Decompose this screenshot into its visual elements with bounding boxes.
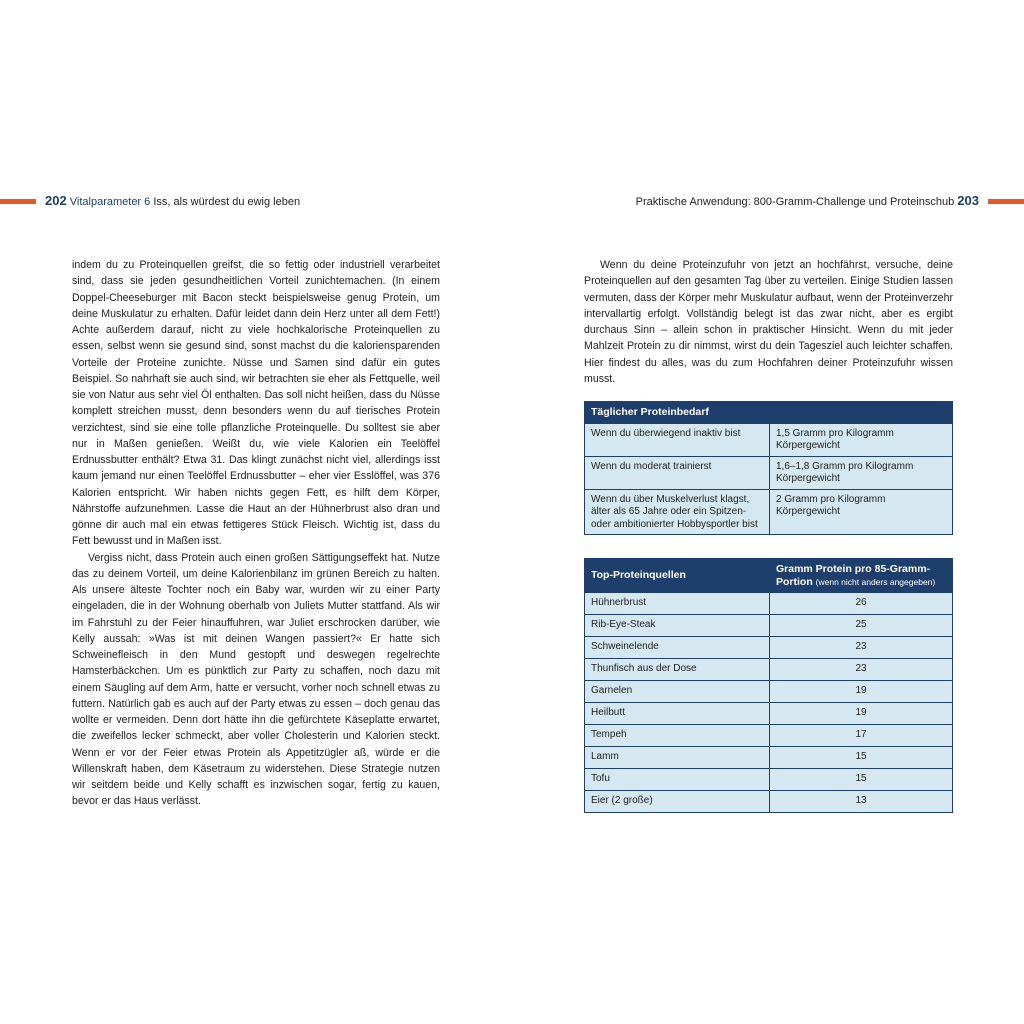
column-header-source: Top-Proteinquellen xyxy=(585,559,770,593)
table-title: Täglicher Proteinbedarf xyxy=(585,402,953,424)
source-name: Tempeh xyxy=(585,725,770,747)
table-row xyxy=(585,791,953,813)
table-row xyxy=(585,769,953,791)
table-row xyxy=(585,489,953,535)
table-row xyxy=(585,456,953,489)
source-value: 17 xyxy=(770,725,953,747)
page-number-right: 203 xyxy=(957,193,979,208)
intro-paragraph: Wenn du deine Proteinzufuhr von jetzt an hochfährst, versuche, deine Proteinquellen auf den gesamten Tag über zu verteilen. Einige Studien lassen vermuten, dass der Körper mehr Muskulatur aufbaut, wenn der Proteinverzehr intervallartig erfolgt. Vollständig belegt ist das zwar nicht, aber es ergibt durchaus Sinn – allein schon in praktischer Hinsicht. Wenn du mit jeder Mahlzeit Protein zu dir nimmst, wirst du dein Tagesziel auch leichter schaffen. Hier findest du alles, was du zum Hochfahren deiner Proteinzufuhr wissen musst. xyxy=(584,259,953,385)
protein-sources-table xyxy=(584,558,953,813)
column-header-grams xyxy=(770,559,953,593)
source-value: 19 xyxy=(770,703,953,725)
section-title-right: Praktische Anwendung: 800-Gramm-Challenge und Proteinschub xyxy=(635,196,955,208)
chapter-title: Iss, als würdest du ewig leben xyxy=(153,196,301,208)
source-name: Tofu xyxy=(585,769,770,791)
source-value: 26 xyxy=(770,593,953,615)
condition-cell: Wenn du überwiegend inaktiv bist xyxy=(585,423,770,456)
condition-cell: Wenn du moderat trainierst xyxy=(585,456,770,489)
table-row xyxy=(585,703,953,725)
source-name: Eier (2 große) xyxy=(585,791,770,813)
source-value: 19 xyxy=(770,681,953,703)
table-row xyxy=(585,747,953,769)
table-row xyxy=(585,593,953,615)
paragraph: indem du zu Proteinquellen greifst, die so fettig oder industriell verarbeitet sind, dass sie jeden gesundheitlichen Vorteil zunichtemachen. (In einem Doppel-Cheeseburger mit Bacon steckt beispielsweise genug Protein, um deine Muskulatur zu erhalten. Dafür leidet dann dein Herz unter all dem Fett!) Achte außerdem darauf, nicht zu viele hochkalorische Proteinquellen zu essen, selbst wenn sie gesund sind, sonst machst du die kaloriensparenden Vorteile der Proteine zunichte. Nüsse und Samen sind dafür ein gutes Beispiel. So nahrhaft sie auch sind, wir betrachten sie eher als Fettquelle, weil sie von Natur aus sehr viel Öl enthalten. Das soll nicht heißen, dass du Nüsse komplett streichen musst, denn besonders wenn du auf tierisches Protein verzichtest, sind sie eine tolle pflanzliche Proteinquelle. Du solltest sie aber nur in Maßen genießen. Weißt du, wie viele Kalorien ein Teelöffel Erdnussbutter enthält? Etwa 31. Das klingt zunächst nicht viel, allerdings isst kaum jemand nur einen Teelöffel Erdnussbutter – eher vier Esslöffel, was 376 Kalorien entspricht. Wir haben nichts gegen Fett, es hilft dem Körper, Nährstoffe aufzunehmen. Lasse die Haut an der Hühnerbrust also dran und gönne dir auch mal ein etwas fettigeres Stück Fleisch. Wichtig ist, dass du Fett bewusst und in Maßen isst. xyxy=(72,259,440,548)
table-row xyxy=(585,423,953,456)
table-row xyxy=(585,725,953,747)
source-value: 23 xyxy=(770,637,953,659)
daily-protein-table xyxy=(584,401,953,535)
running-head-left xyxy=(45,193,300,210)
right-column xyxy=(584,257,953,387)
table-row xyxy=(585,659,953,681)
source-name: Garnelen xyxy=(585,681,770,703)
table-row xyxy=(585,681,953,703)
source-value: 23 xyxy=(770,659,953,681)
page-number-left: 202 xyxy=(45,193,67,208)
header-rule-right xyxy=(988,199,1024,204)
column-header-note: (wenn nicht anders angegeben) xyxy=(815,576,936,587)
source-value: 15 xyxy=(770,769,953,791)
left-column xyxy=(72,257,440,810)
source-name: Schweinelende xyxy=(585,637,770,659)
source-name: Lamm xyxy=(585,747,770,769)
paragraph: Vergiss nicht, dass Protein auch einen großen Sättigungseffekt hat. Nutze das zu deinem Vorteil, um deine Kalorienbilanz im grünen Bereich zu halten. Als unsere älteste Tochter noch ein Baby war, wurden wir zu einer Party eingeladen, die in der Wohnung oberhalb von Juliets Mutter stattfand. Als wir im Fahrstuhl zu der Feier hinauffuhren, war Juliet erschrocken darüber, wie Kelly aussah: »Was ist mit deinen Wangen passiert?« Er hatte sich Schweinefleisch in den Mund gestopft und deswegen regelrechte Hamsterbäckchen. Um es pünktlich zur Party zu schaffen, noch dazu mit einem Säugling auf dem Arm, hatte er versucht, vorher noch schnell etwas zu futtern. Natürlich gab es auch auf der Party etwas zu essen – doch genau das wollte er vermeiden. Denn dort hätte ihn die gefürchtete Käseplatte erwartet, die zweifellos lecker schmeckt, aber voller Cholesterin und Kalorien steckt. Wenn er vor der Feier etwas Protein als Appetitzügler aß, würde er die Willenskraft haben, dem Käsetraum zu widerstehen. Diese Strategie nutzen wir seitdem beide und Kelly schafft es inzwischen sogar, fertig zu kauen, bevor er das Haus verlässt. xyxy=(72,551,440,808)
source-name: Thunfisch aus der Dose xyxy=(585,659,770,681)
amount-cell: 1,5 Gramm pro Kilogramm Körpergewicht xyxy=(770,423,953,456)
column-header-grams-label: Gramm Protein pro 85-Gramm-Portion xyxy=(776,563,931,588)
condition-cell: Wenn du über Muskelverlust klagst, älter als 65 Jahre oder ein Spitzen- oder ambitionierter Hobbysportler bist xyxy=(585,489,770,535)
table-row xyxy=(585,615,953,637)
source-name: Rib-Eye-Steak xyxy=(585,615,770,637)
source-name: Heilbutt xyxy=(585,703,770,725)
source-value: 25 xyxy=(770,615,953,637)
section-label: Vitalparameter 6 xyxy=(69,196,151,208)
amount-cell: 2 Gramm pro Kilogramm Körpergewicht xyxy=(770,489,953,535)
source-value: 13 xyxy=(770,791,953,813)
source-value: 15 xyxy=(770,747,953,769)
amount-cell: 1,6–1,8 Gramm pro Kilogramm Körpergewicht xyxy=(770,456,953,489)
running-head-right xyxy=(636,193,979,210)
source-name: Hühnerbrust xyxy=(585,593,770,615)
table-row xyxy=(585,637,953,659)
header-rule-left xyxy=(0,199,36,204)
